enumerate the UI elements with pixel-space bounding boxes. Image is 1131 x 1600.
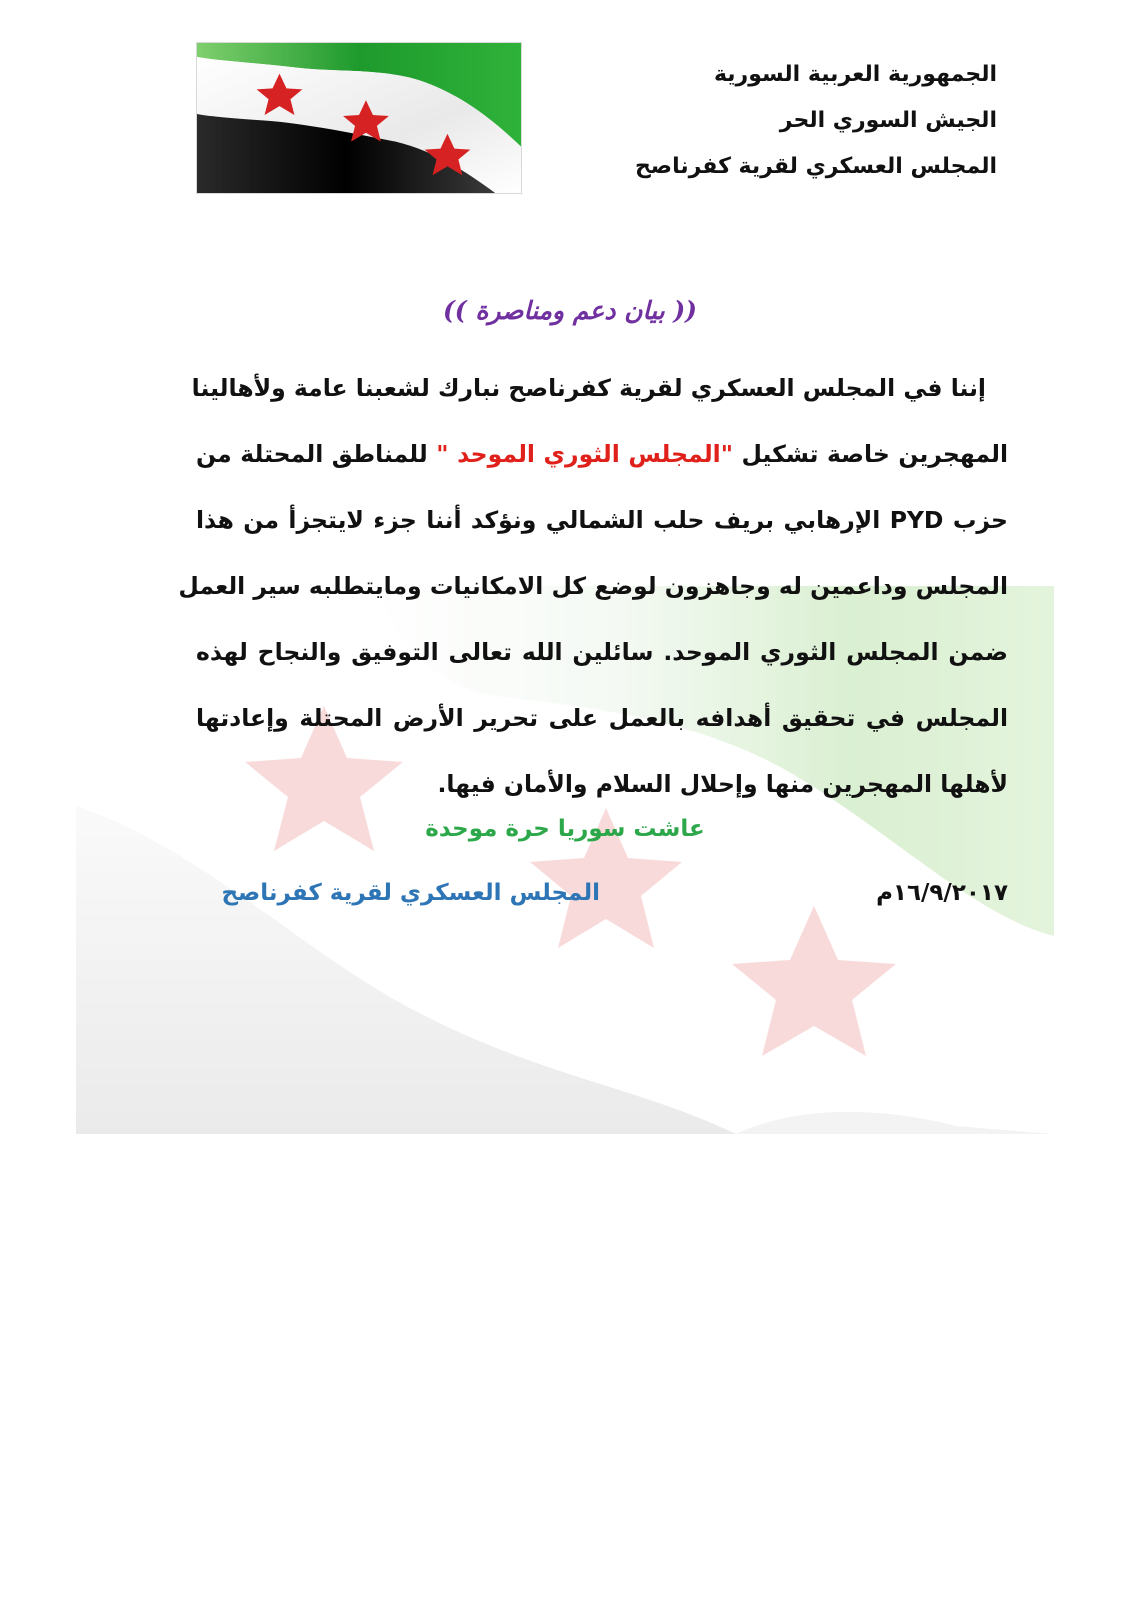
header-council: المجلس العسكري لقرية كفرناصح xyxy=(634,154,997,179)
body-line: لأهلها المهجرين منها وإحلال السلام والأمان فيها. xyxy=(437,770,1008,798)
statement-title: (( بيان دعم ومناصرة )) xyxy=(442,296,698,325)
signature: المجلس العسكري لقرية كفرناصح xyxy=(221,880,600,906)
header-army: الجيش السوري الحر xyxy=(779,108,997,133)
body-line: المجلس وداعمين له وجاهزون لوضع كل الامكانيات ومايتطلبه سير العمل xyxy=(178,572,1008,600)
slogan: عاشت سوريا حرة موحدة xyxy=(425,816,705,842)
body-line: المجلس في تحقيق أهدافه بالعمل على تحرير الأرض المحتلة وإعادتها xyxy=(196,704,1008,732)
body-line: حزب PYD الإرهابي بريف حلب الشمالي ونؤكد أننا جزء لايتجزأ من هذا xyxy=(196,506,1008,534)
body-line xyxy=(196,421,1008,487)
body-text-segment: للمناطق المحتلة من xyxy=(196,440,428,468)
syrian-independence-flag-icon xyxy=(196,42,522,194)
highlight-council-name: "المجلس الثوري الموحد " xyxy=(436,440,733,468)
body-line: ضمن المجلس الثوري الموحد. سائلين الله تعالى التوفيق والنجاح لهذه xyxy=(196,638,1008,666)
header-block xyxy=(635,52,997,190)
body-text-segment: المهجرين خاصة تشكيل xyxy=(741,440,1008,468)
date: ١٦/٩/٢٠١٧م xyxy=(876,880,1008,906)
header-country: الجمهورية العربية السورية xyxy=(713,62,997,87)
statement-body xyxy=(178,355,1008,817)
body-line: إننا في المجلس العسكري لقرية كفرناصح نبارك لشعبنا عامة ولأهالينا xyxy=(191,374,986,402)
